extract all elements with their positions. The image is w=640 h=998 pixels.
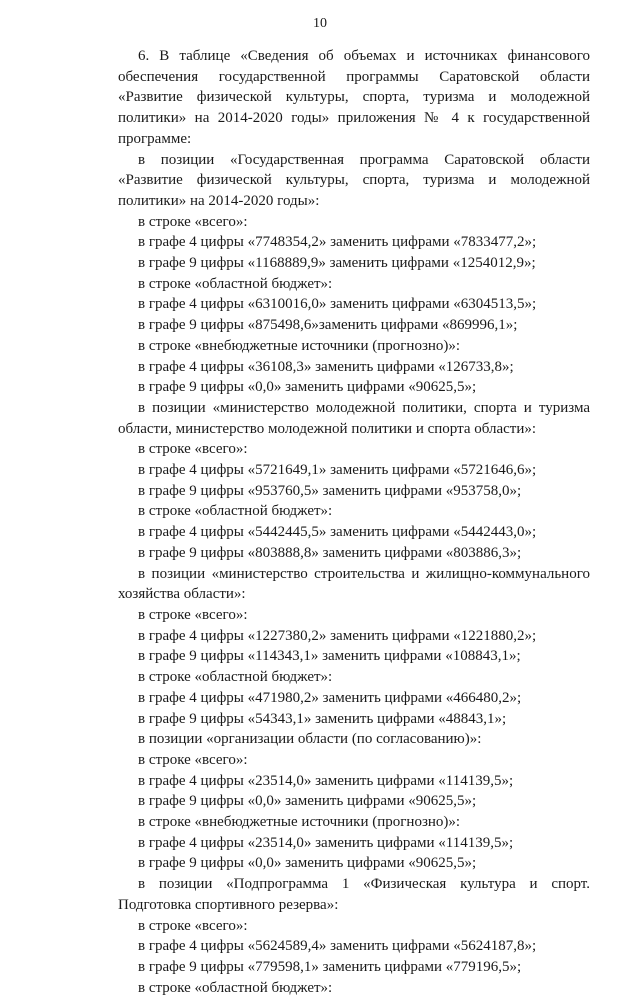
document-line: в графе 9 цифры «0,0» заменить цифрами «90625,5»; [138,379,477,396]
document-line: в графе 4 цифры «6310016,0» заменить цифрами «6304513,5»; [138,296,537,313]
document-line: в графе 9 цифры «0,0» заменить цифрами «90625,5»; [138,793,477,810]
document-line: в строке «областной бюджет»: [138,275,333,292]
document-line: в строке «областной бюджет»: [138,669,333,686]
page-number: 10 [313,16,327,31]
document-line: в графе 9 цифры «779598,1» заменить цифрами «779196,5»; [138,958,522,975]
document-line: в графе 9 цифры «803888,8» заменить цифрами «803886,3»; [138,544,522,561]
document-line: в графе 4 цифры «5624589,4» заменить цифрами «5624187,8»; [138,938,537,955]
document-line: в графе 9 цифры «953760,5» заменить цифрами «953758,0»; [138,482,522,499]
document-line: в строке «областной бюджет»: [138,503,333,520]
document-paragraph: в позиции «Подпрограмма 1 «Физическая культура и спорт. Подготовка спортивного резерва»: [118,876,590,913]
document-line: в графе 9 цифры «1168889,9» заменить цифрами «1254012,9»; [138,255,536,272]
document-line: в графе 9 цифры «875498,6»заменить цифрами «869996,1»; [138,317,518,334]
document-line: в строке «всего»: [138,606,248,623]
document-line: в графе 4 цифры «5442445,5» заменить цифрами «5442443,0»; [138,524,537,541]
document-paragraph: в позиции «министерство строительства и жилищно-коммунального хозяйства области»: [118,565,590,603]
document-line: в строке «внебюджетные источники (прогнозно)»: [138,814,461,831]
document-paragraph: в позиции «Государственная программа Саратовской области «Развитие физической культуры, спорта, туризма и молодежной политики» на 2014-2020 годы»: [118,151,590,209]
document-line: в графе 4 цифры «23514,0» заменить цифрами «114139,5»; [138,772,514,789]
document-line: в графе 4 цифры «7748354,2» заменить цифрами «7833477,2»; [138,234,537,251]
document-line: в строке «всего»: [138,213,248,230]
document-paragraph: в позиции «министерство молодежной политики, спорта и туризма области, министерство молодежной политики и спорта области»: [118,399,590,437]
document-line: в графе 4 цифры «23514,0» заменить цифрами «114139,5»; [138,834,514,851]
document-body [118,46,590,998]
document-line: в позиции «организации области (по согласованию)»: [138,731,482,748]
document-line: в графе 4 цифры «5721649,1» заменить цифрами «5721646,6»; [138,462,537,479]
document-line: в графе 4 цифры «1227380,2» заменить цифрами «1221880,2»; [138,627,537,644]
document-line: в графе 9 цифры «0,0» заменить цифрами «90625,5»; [138,855,477,872]
document-line: в графе 9 цифры «114343,1» заменить цифрами «108843,1»; [138,648,521,665]
document-line: в графе 4 цифры «471980,2» заменить цифрами «466480,2»; [138,689,522,706]
document-line: в графе 9 цифры «54343,1» заменить цифрами «48843,1»; [138,710,507,727]
document-line: в строке «всего»: [138,751,248,768]
document-line: в строке «внебюджетные источники (прогнозно)»: [138,337,461,354]
document-line: в строке «областной бюджет»: [138,979,333,996]
document-line: в строке «всего»: [138,441,248,458]
document-line: в строке «всего»: [138,917,248,934]
document-paragraph: 6. В таблице «Сведения об объемах и источниках финансового обеспечения государственной программы Саратовской области «Развитие физической культуры, спорта, туризма и молодежной политики» на 2014-2020 годы» приложения № 4 к государственной программе: [118,48,590,147]
document-line: в графе 4 цифры «36108,3» заменить цифрами «126733,8»; [138,358,514,375]
